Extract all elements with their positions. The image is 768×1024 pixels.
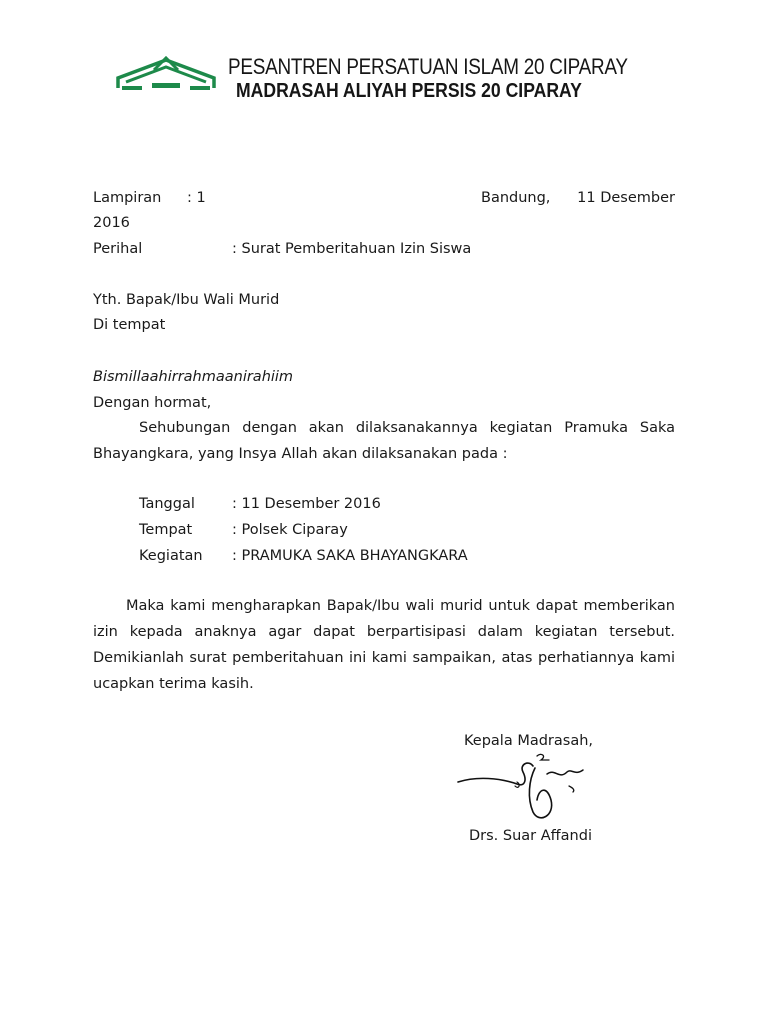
letter-year: 2016 — [93, 215, 130, 231]
letter-date: 11 Desember — [577, 190, 675, 206]
recipient-line-2: Di tempat — [93, 317, 166, 333]
body-paragraph-1: Sehubungan dengan akan dilaksanakannya kegiatan Pramuka Saka Bhayangkara, yang Insya Allah akan dilaksanakan pada : — [93, 420, 675, 462]
greeting: Dengan hormat, — [93, 395, 212, 411]
detail-label-kegiatan: Kegiatan — [139, 548, 203, 564]
pesantren-logo-icon — [116, 56, 216, 90]
signatory-name: Drs. Suar Affandi — [469, 828, 592, 844]
perihal-value: : Surat Pemberitahuan Izin Siswa — [232, 241, 472, 257]
lampiran-value: : 1 — [187, 190, 206, 206]
letterhead — [116, 52, 656, 102]
org-subtitle: MADRASAH ALIYAH PERSIS 20 CIPARAY — [236, 80, 582, 102]
lampiran-label: Lampiran — [93, 190, 162, 206]
detail-value-tempat: : Polsek Ciparay — [232, 522, 348, 538]
closing-title: Kepala Madrasah, — [464, 733, 594, 749]
greeting-arabic: Bismillaahirrahmaanirahiim — [93, 369, 294, 385]
recipient-line-1: Yth. Bapak/Ibu Wali Murid — [93, 292, 280, 308]
detail-value-kegiatan: : PRAMUKA SAKA BHAYANGKARA — [232, 548, 468, 564]
detail-label-tanggal: Tanggal — [139, 496, 195, 512]
detail-value-tanggal: : 11 Desember 2016 — [232, 496, 381, 512]
body-paragraph-2: Maka kami mengharapkan Bapak/Ibu wali murid untuk dapat memberikan izin kepada anaknya agar dapat berpartisipasi dalam kegiatan tersebut. Demikianlah surat pemberitahuan ini kami sampaikan, atas perhatiannya kami ucapkan terima kasih. — [93, 598, 675, 692]
detail-label-tempat: Tempat — [139, 522, 193, 538]
perihal-label: Perihal — [93, 241, 143, 257]
org-name: PESANTREN PERSATUAN ISLAM 20 CIPARAY — [228, 54, 628, 79]
letter-place: Bandung, — [481, 190, 551, 206]
signature-image — [455, 750, 595, 825]
